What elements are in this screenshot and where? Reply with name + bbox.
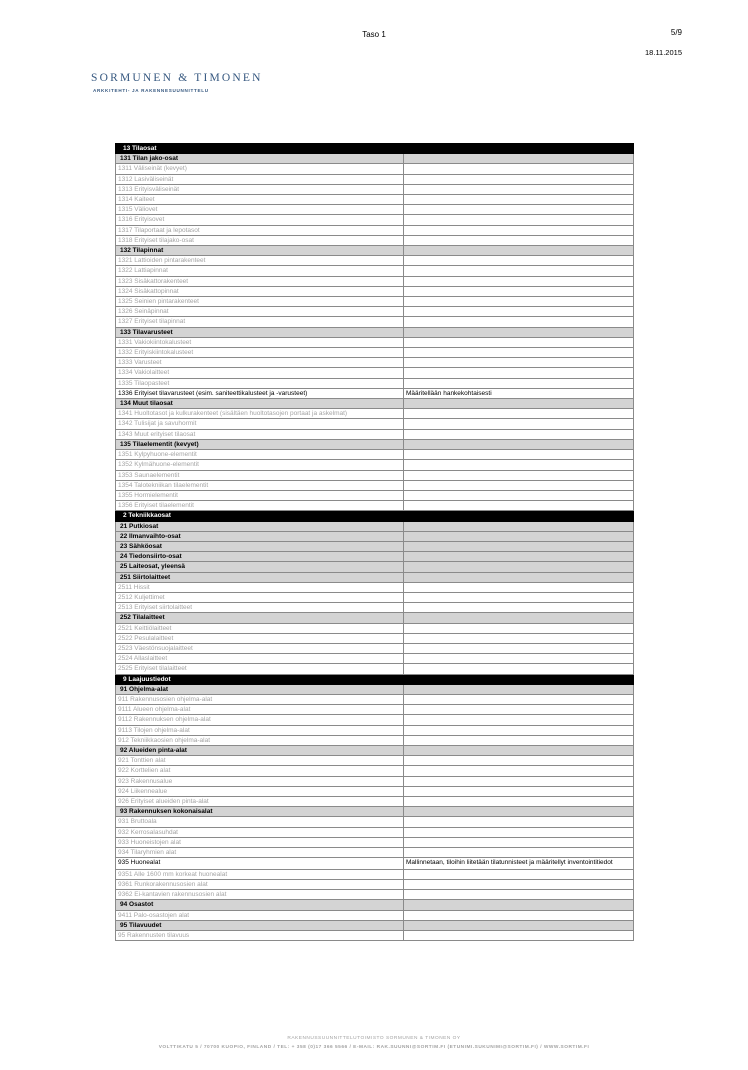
component-note [404, 215, 634, 225]
group-row [116, 572, 634, 582]
table-row [116, 460, 634, 470]
table-row [116, 858, 634, 870]
table-row [116, 603, 634, 613]
component-label: 924 Liikennealue [116, 786, 404, 796]
component-note [404, 195, 634, 205]
document-header-title: Taso 1 [362, 30, 386, 39]
component-label: 2524 Allaslaitteet [116, 654, 404, 664]
table-row [116, 654, 634, 664]
component-note [404, 348, 634, 358]
table-row [116, 890, 634, 900]
table-row [116, 869, 634, 879]
table-row [116, 164, 634, 174]
component-note [404, 705, 634, 715]
component-note [404, 582, 634, 592]
component-note [404, 378, 634, 388]
table-row [116, 317, 634, 327]
component-label: 1316 Erityisovet [116, 215, 404, 225]
table-row [116, 470, 634, 480]
table-row [116, 450, 634, 460]
component-label: 932 Kerrosalasuhdat [116, 827, 404, 837]
component-note [404, 327, 634, 337]
company-logo [91, 72, 263, 93]
table-row [116, 388, 634, 398]
document-date: 18.11.2015 [645, 48, 682, 57]
component-note [404, 480, 634, 490]
component-label: 2523 Väestönsuojalaitteet [116, 643, 404, 653]
component-label: 2511 Hissit [116, 582, 404, 592]
footer-contact: VOLTTIKATU 5 / 70700 KUOPIO, FINLAND / TEL: + 358 (0)17 366 5566 / E-MAIL: RAK.SUUNNI@SORTIM.FI (ETUNIMI.SUKUNIMI@SORTIM.FI) / WWW.SORTIM.FI [158, 1045, 590, 1050]
table-row [116, 766, 634, 776]
table-row [116, 266, 634, 276]
component-note [404, 337, 634, 347]
component-label: 1325 Seinien pintarakenteet [116, 297, 404, 307]
group-row [116, 541, 634, 551]
table-row [116, 879, 634, 889]
component-label: 1342 Tulisijat ja savuhormit [116, 419, 404, 429]
component-note [404, 235, 634, 245]
group-row [116, 745, 634, 755]
table-row [116, 337, 634, 347]
component-label: 933 Huoneistojen alat [116, 837, 404, 847]
component-label: 91 Ohjelma-alat [116, 684, 404, 694]
component-label: 1355 Hormielementit [116, 490, 404, 500]
component-note: Määritellään hankekohtaisesti [404, 388, 634, 398]
table-row [116, 756, 634, 766]
group-row [116, 531, 634, 541]
component-label: 923 Rakennusalue [116, 776, 404, 786]
component-note [404, 694, 634, 704]
component-label: 132 Tilapinnat [116, 246, 404, 256]
group-row [116, 399, 634, 409]
component-note [404, 910, 634, 920]
table-row [116, 725, 634, 735]
component-note [404, 521, 634, 531]
table-row [116, 797, 634, 807]
table-row [116, 930, 634, 940]
table-row [116, 623, 634, 633]
component-note [404, 256, 634, 266]
component-label: 912 Tekniikkaosien ohjelma-alat [116, 735, 404, 745]
component-note [404, 930, 634, 940]
component-note [404, 745, 634, 755]
group-row [116, 920, 634, 930]
component-label: 1315 Väliovet [116, 205, 404, 215]
component-note [404, 450, 634, 460]
component-label: 1314 Kaiteet [116, 195, 404, 205]
table-row [116, 582, 634, 592]
component-note [404, 572, 634, 582]
component-label: 1336 Erityiset tilavarusteet (esim. saniteettikalusteet ja -varusteet) [116, 388, 404, 398]
component-note [404, 715, 634, 725]
component-label: 9 Laajuustiedot [116, 674, 404, 684]
logo-name: SORMUNEN & TIMONEN [91, 72, 263, 84]
component-label: 24 Tiedonsiirto-osat [116, 552, 404, 562]
component-note [404, 429, 634, 439]
component-label: 1324 Sisäkattopinnat [116, 286, 404, 296]
component-note: Mallinnetaan, tiloihin liitetään tilatunnisteet ja määritellyt inventointitiedot [404, 858, 634, 870]
table-row [116, 735, 634, 745]
table-row [116, 786, 634, 796]
table-row [116, 348, 634, 358]
component-note [404, 562, 634, 572]
component-note [404, 297, 634, 307]
component-note [404, 552, 634, 562]
component-label: 9113 Tilojen ohjelma-alat [116, 725, 404, 735]
component-label: 921 Tonttien alat [116, 756, 404, 766]
component-label: 251 Siirtolaitteet [116, 572, 404, 582]
component-label: 95 Rakennusten tilavuus [116, 930, 404, 940]
group-row [116, 552, 634, 562]
component-label: 1321 Lattioiden pintarakenteet [116, 256, 404, 266]
component-note [404, 592, 634, 602]
component-note [404, 490, 634, 500]
component-label: 1331 Vakiokiintokalusteet [116, 337, 404, 347]
component-label: 131 Tilan jako-osat [116, 154, 404, 164]
component-note [404, 869, 634, 879]
component-note [404, 154, 634, 164]
component-label: 2 Tekniikkaosat [116, 511, 404, 521]
component-note [404, 664, 634, 674]
component-label: 23 Sähköosat [116, 541, 404, 551]
table-row [116, 501, 634, 511]
page-number: 5/9 [670, 28, 682, 37]
table-row [116, 694, 634, 704]
component-note [404, 246, 634, 256]
component-label: 2512 Kuljettimet [116, 592, 404, 602]
group-row [116, 327, 634, 337]
table-row [116, 205, 634, 215]
table-row [116, 910, 634, 920]
component-label: 9351 Alle 1600 mm korkeat huonealat [116, 869, 404, 879]
component-label: 1343 Muut erityiset tilaosat [116, 429, 404, 439]
group-row [116, 807, 634, 817]
component-note [404, 890, 634, 900]
group-row [116, 684, 634, 694]
component-note [404, 837, 634, 847]
table-row [116, 368, 634, 378]
table-row [116, 592, 634, 602]
component-note [404, 613, 634, 623]
component-label: 1312 Lasiväliseinät [116, 174, 404, 184]
component-label: 2525 Erityiset tilalaitteet [116, 664, 404, 674]
group-row [116, 900, 634, 910]
component-label: 934 Tilaryhmien alat [116, 848, 404, 858]
table-row [116, 715, 634, 725]
component-label: 92 Alueiden pinta-alat [116, 745, 404, 755]
component-note [404, 817, 634, 827]
component-label: 94 Osastot [116, 900, 404, 910]
component-note [404, 409, 634, 419]
table-row [116, 297, 634, 307]
component-note [404, 307, 634, 317]
component-note [404, 633, 634, 643]
table-row [116, 705, 634, 715]
table-row [116, 358, 634, 368]
table-row [116, 776, 634, 786]
component-note [404, 470, 634, 480]
component-label: 935 Huonealat [116, 858, 404, 870]
component-note [404, 848, 634, 858]
footer-company: RAKENNUSSUUNNITTELUTOIMISTO SORMUNEN & TIMONEN OY [287, 1036, 461, 1041]
component-label: 1352 Kylmähuone-elementit [116, 460, 404, 470]
component-label: 95 Tilavuudet [116, 920, 404, 930]
group-row [116, 562, 634, 572]
component-label: 1356 Erityiset tilaelementit [116, 501, 404, 511]
component-note [404, 501, 634, 511]
table-row [116, 276, 634, 286]
group-row [116, 439, 634, 449]
component-label: 926 Erityiset alueiden pinta-alat [116, 797, 404, 807]
component-label: 134 Muut tilaosat [116, 399, 404, 409]
component-label: 1334 Vakiolaitteet [116, 368, 404, 378]
table-row [116, 174, 634, 184]
component-label: 9362 Ei-kantavien rakennusosien alat [116, 890, 404, 900]
component-note [404, 603, 634, 613]
component-label: 1323 Sisäkattorakenteet [116, 276, 404, 286]
table-row [116, 235, 634, 245]
component-note [404, 225, 634, 235]
table-row [116, 256, 634, 266]
component-note [404, 419, 634, 429]
component-note [404, 797, 634, 807]
component-note [404, 684, 634, 694]
section-row [116, 674, 634, 684]
logo-subtitle: ARKKITEHTI- JA RAKENNESUUNNITTELU [93, 88, 209, 93]
component-note [404, 144, 634, 154]
component-note [404, 756, 634, 766]
group-row [116, 521, 634, 531]
component-label: 135 Tilaelementit (kevyet) [116, 439, 404, 449]
building-component-table [115, 143, 634, 941]
component-note [404, 920, 634, 930]
component-note [404, 654, 634, 664]
component-note [404, 276, 634, 286]
component-note [404, 511, 634, 521]
table-row [116, 837, 634, 847]
component-label: 1318 Erityiset tilajako-osat [116, 235, 404, 245]
component-note [404, 286, 634, 296]
component-label: 922 Korttelien alat [116, 766, 404, 776]
component-note [404, 643, 634, 653]
component-label: 25 Laiteosat, yleensä [116, 562, 404, 572]
component-label: 9112 Rakennuksen ohjelma-alat [116, 715, 404, 725]
component-label: 2513 Erityiset siirtolaitteet [116, 603, 404, 613]
component-label: 2522 Pesulalaitteet [116, 633, 404, 643]
component-label: 1333 Varusteet [116, 358, 404, 368]
group-row [116, 246, 634, 256]
component-note [404, 266, 634, 276]
component-label: 9361 Runkorakennusosien alat [116, 879, 404, 889]
component-label: 1335 Tilaopasteet [116, 378, 404, 388]
component-label: 1353 Saunaelementit [116, 470, 404, 480]
component-label: 1327 Erityiset tilapinnat [116, 317, 404, 327]
component-label: 1313 Erityisväliseinät [116, 184, 404, 194]
table-row [116, 429, 634, 439]
table-body [116, 144, 634, 941]
table-row [116, 633, 634, 643]
component-note [404, 399, 634, 409]
component-note [404, 900, 634, 910]
component-note [404, 725, 634, 735]
component-note [404, 174, 634, 184]
component-note [404, 368, 634, 378]
table-row [116, 215, 634, 225]
group-row [116, 613, 634, 623]
section-row [116, 144, 634, 154]
table-row [116, 225, 634, 235]
section-row [116, 511, 634, 521]
component-note [404, 531, 634, 541]
component-note [404, 541, 634, 551]
component-note [404, 735, 634, 745]
component-note [404, 786, 634, 796]
page-footer [0, 1036, 748, 1050]
component-note [404, 623, 634, 633]
component-note [404, 879, 634, 889]
group-row [116, 154, 634, 164]
table-row [116, 184, 634, 194]
table-row [116, 307, 634, 317]
component-label: 93 Rakennuksen kokonaisalat [116, 807, 404, 817]
component-label: 9411 Palo-osastojen alat [116, 910, 404, 920]
component-label: 21 Putkiosat [116, 521, 404, 531]
component-label: 2521 Keittiölaitteet [116, 623, 404, 633]
table-row [116, 286, 634, 296]
component-label: 1326 Seinäpinnat [116, 307, 404, 317]
table-row [116, 848, 634, 858]
table-row [116, 490, 634, 500]
component-note [404, 184, 634, 194]
component-note [404, 317, 634, 327]
component-label: 133 Tilavarusteet [116, 327, 404, 337]
component-note [404, 460, 634, 470]
component-label: 1311 Väliseinät (kevyet) [116, 164, 404, 174]
component-label: 9111 Alueen ohjelma-alat [116, 705, 404, 715]
table-row [116, 195, 634, 205]
component-label: 1317 Tilaportaat ja lepotasot [116, 225, 404, 235]
component-note [404, 205, 634, 215]
component-note [404, 827, 634, 837]
component-label: 22 Ilmanvaihto-osat [116, 531, 404, 541]
component-note [404, 766, 634, 776]
table-row [116, 817, 634, 827]
component-note [404, 358, 634, 368]
component-label: 1351 Kylpyhuone-elementit [116, 450, 404, 460]
component-label: 252 Tilalaitteet [116, 613, 404, 623]
component-label: 1341 Huoltotasot ja kulkurakenteet (sisältäen huoltotasojen portaat ja askelmat) [116, 409, 404, 419]
component-note [404, 674, 634, 684]
table-row [116, 419, 634, 429]
component-label: 1322 Lattiapinnat [116, 266, 404, 276]
table-row [116, 378, 634, 388]
component-label: 13 Tilaosat [116, 144, 404, 154]
table-row [116, 409, 634, 419]
component-note [404, 776, 634, 786]
component-note [404, 164, 634, 174]
table-row [116, 664, 634, 674]
table-row [116, 480, 634, 490]
component-label: 1354 Talotekniikan tilaelementit [116, 480, 404, 490]
component-label: 931 Bruttoala [116, 817, 404, 827]
component-note [404, 807, 634, 817]
table-row [116, 643, 634, 653]
component-label: 1332 Erityiskiintokalusteet [116, 348, 404, 358]
component-note [404, 439, 634, 449]
component-label: 911 Rakennusosien ohjelma-alat [116, 694, 404, 704]
table-row [116, 827, 634, 837]
